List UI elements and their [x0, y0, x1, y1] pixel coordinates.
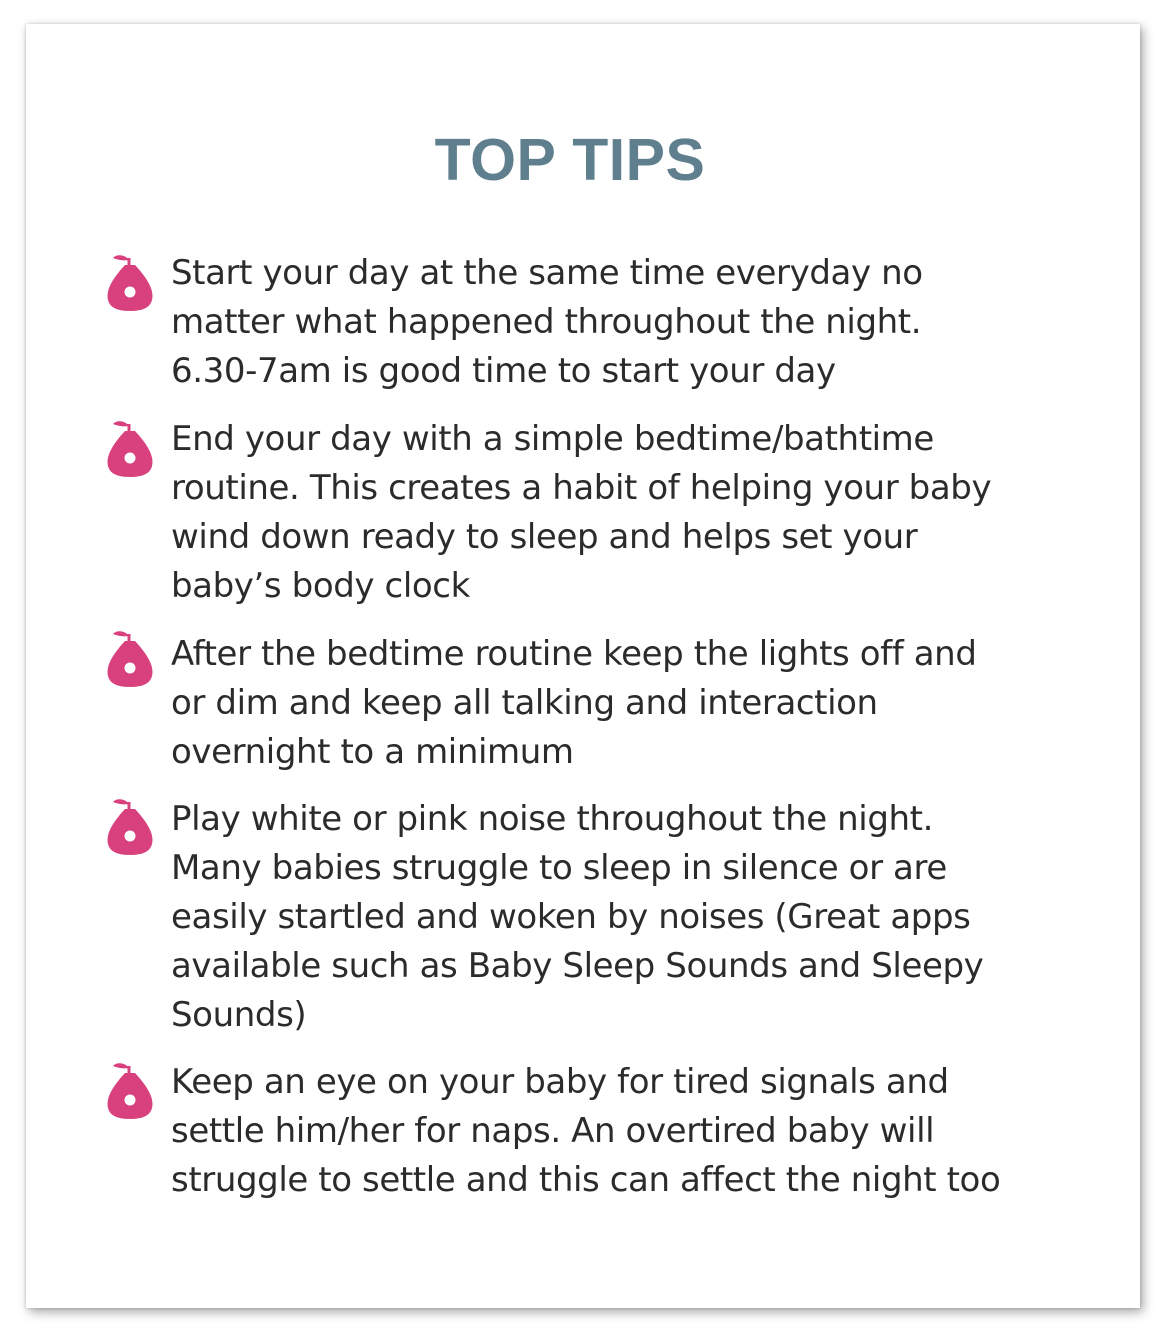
pink-bag-bullet-icon	[104, 1060, 156, 1128]
pink-bag-bullet-icon	[104, 418, 156, 486]
tip-text: End your day with a simple bedtime/bathtime routine. This creates a habit of helping your baby wind down ready to sleep and helps set your baby’s body clock	[171, 419, 992, 606]
tip-text: Keep an eye on your baby for tired signals and settle him/her for naps. An overtired baby will struggle to settle and this can affect the night too	[171, 1062, 1001, 1200]
pink-bag-bullet-icon	[104, 796, 156, 864]
pink-bag-bullet-icon	[104, 252, 156, 320]
page-title: TOP TIPS	[434, 127, 706, 193]
tip-text: Play white or pink noise throughout the night. Many babies struggle to sleep in silence or are easily startled and woken by noises (Great apps available such as Baby Sleep Sounds and Sleepy Sounds)	[171, 799, 984, 1035]
tip-text: Start your day at the same time everyday no matter what happened throughout the night. 6.30-7am is good time to start your day	[171, 253, 923, 391]
tip-text: After the bedtime routine keep the lights off and or dim and keep all talking and interaction overnight to a minimum	[171, 634, 977, 772]
pink-bag-bullet-icon	[104, 628, 156, 696]
